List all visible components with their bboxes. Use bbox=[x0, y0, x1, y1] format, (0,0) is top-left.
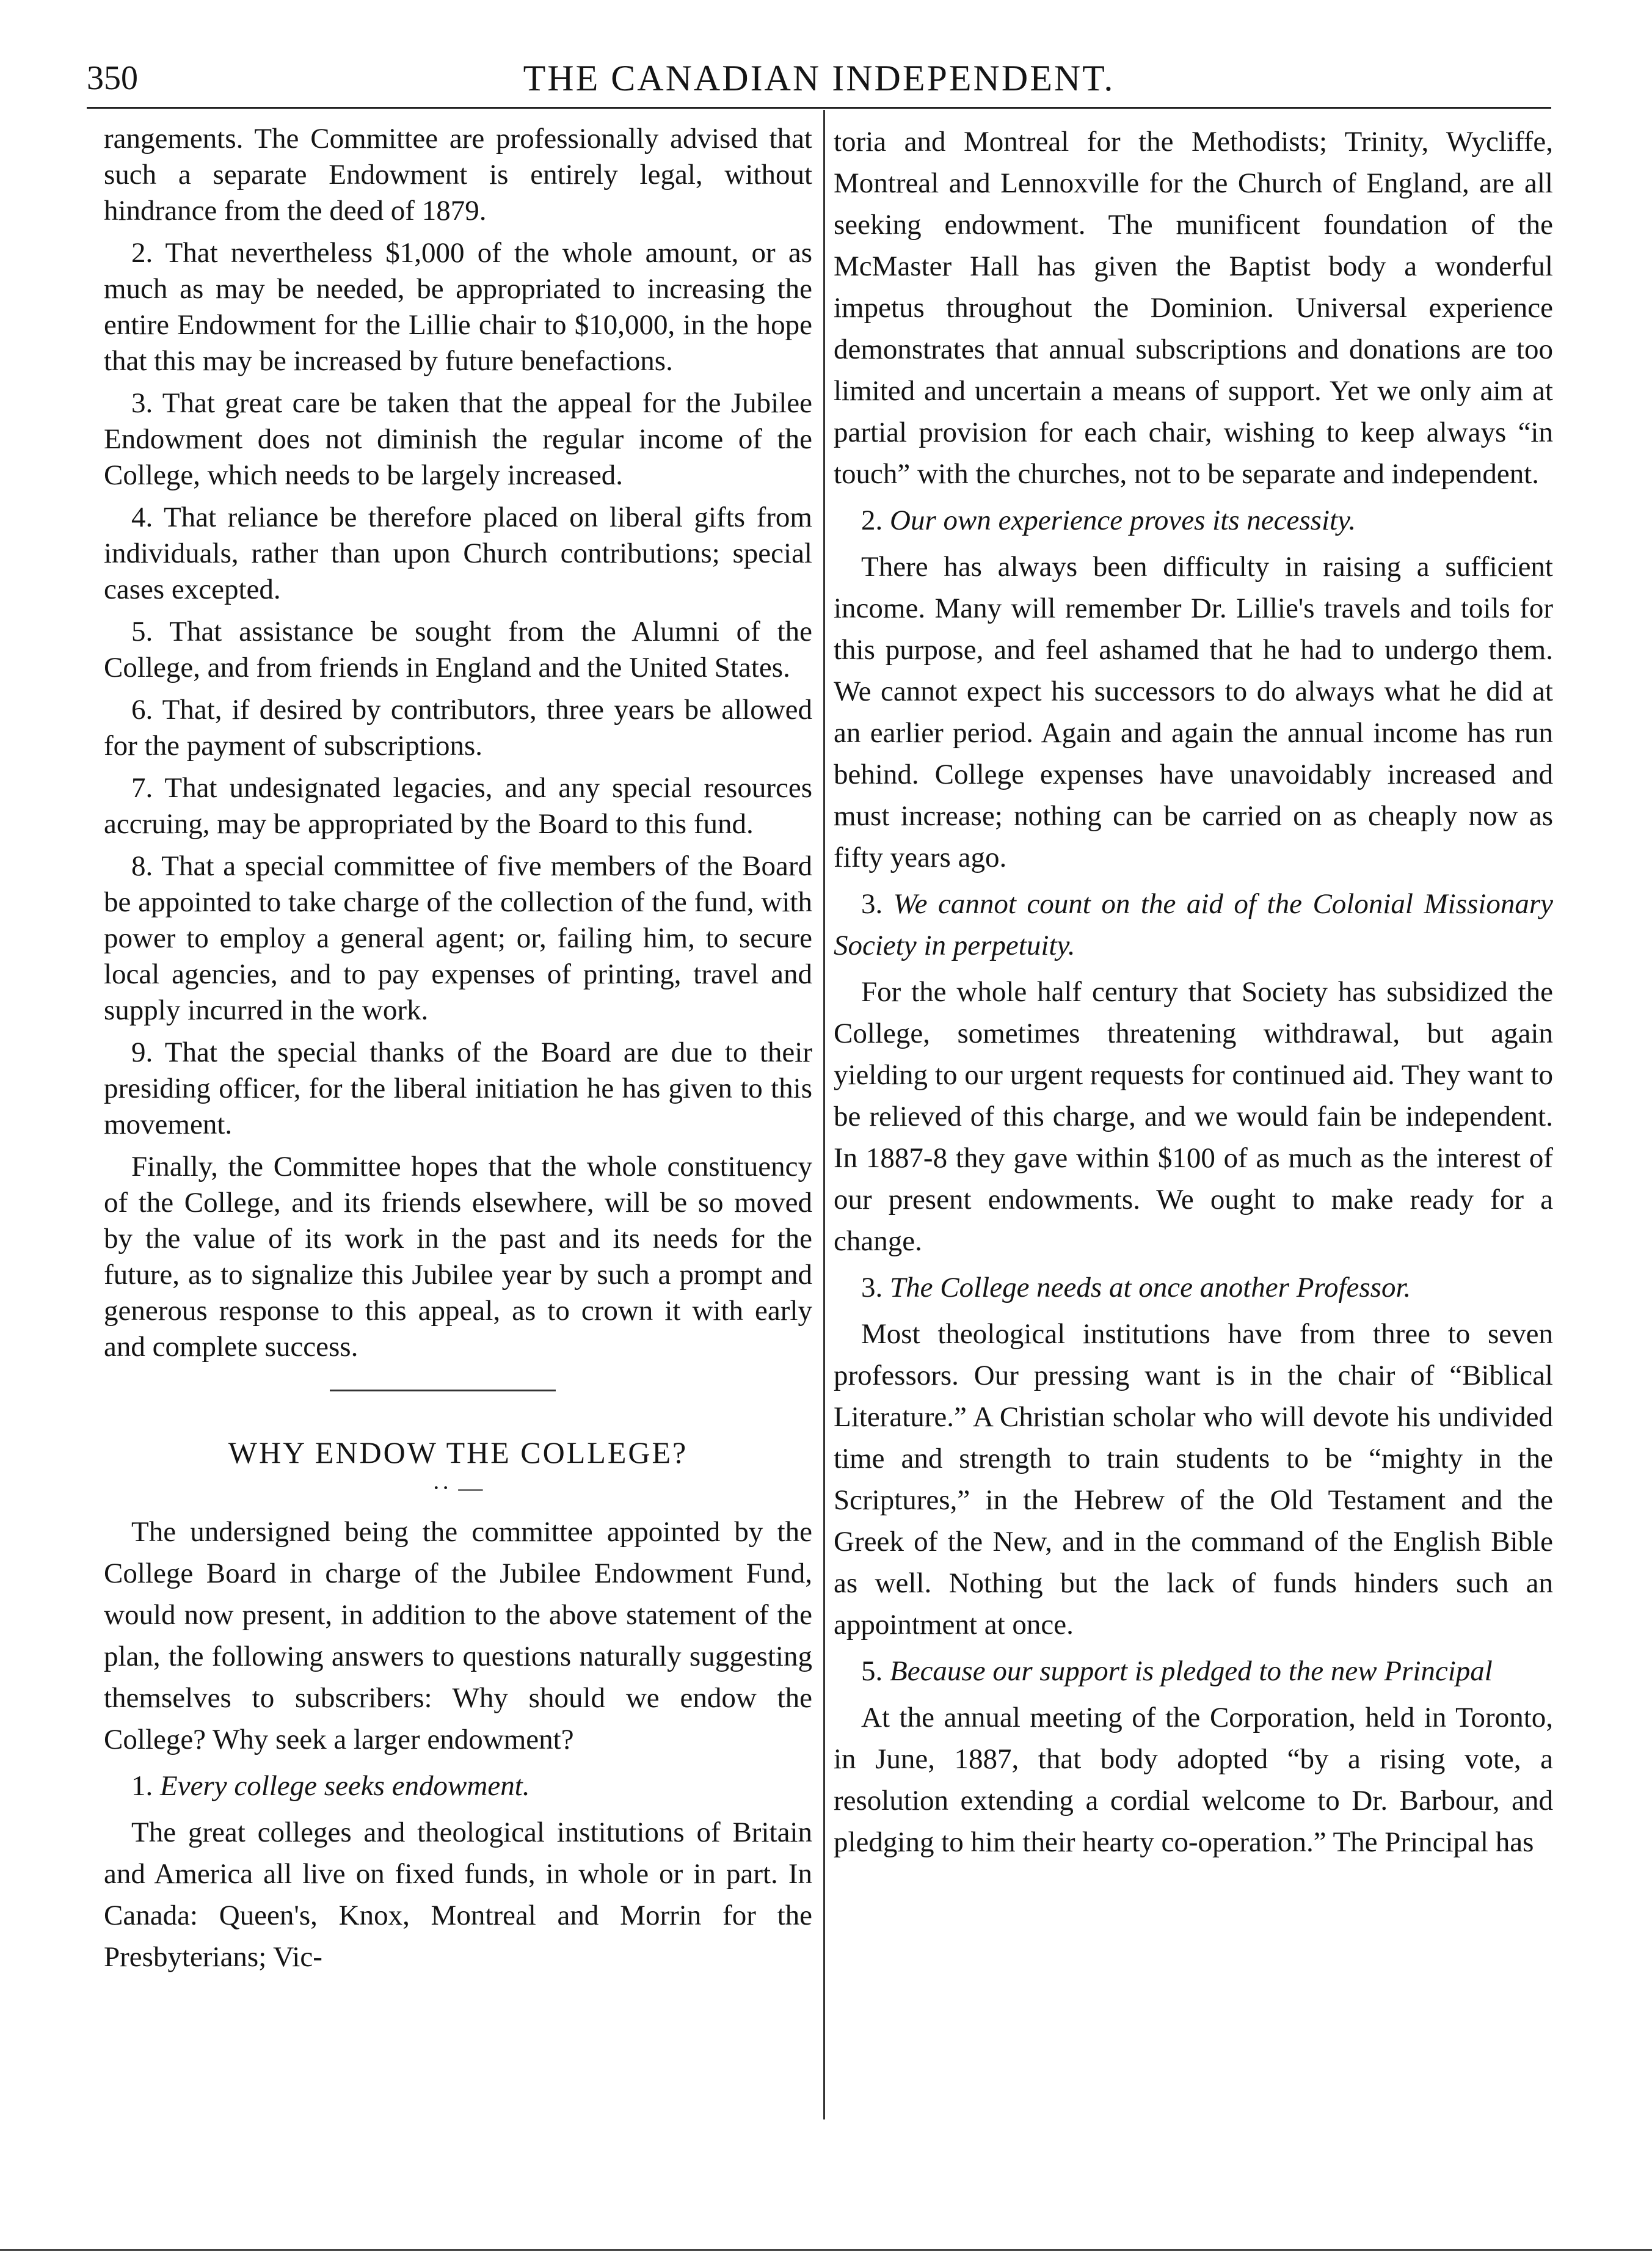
footer-rule bbox=[0, 2249, 1652, 2251]
numbered-heading bbox=[834, 1650, 1553, 1692]
paragraph: At the annual meeting of the Corporation, held in Toronto, in June, 1887, that body adopted “by a rising vote, a resolution extending a cordial welcome to Dr. Barbour, and pledging to him their hearty co-operation.” The Principal has bbox=[834, 1702, 1553, 1858]
heading-number: 2. bbox=[861, 505, 883, 536]
heading-text: The College needs at once another Professor. bbox=[890, 1272, 1411, 1303]
section-title: WHY ENDOW THE COLLEGE? bbox=[228, 1435, 688, 1470]
column-divider bbox=[823, 110, 825, 2119]
numbered-heading bbox=[834, 500, 1553, 541]
heading-number: 5. bbox=[861, 1655, 883, 1687]
paragraph: 5. That assistance be sought from the Alumni of the College, and from friends in England and the United States. bbox=[104, 616, 812, 683]
dash-ornament: ·· — bbox=[432, 1474, 484, 1501]
header-rule bbox=[87, 107, 1551, 109]
paragraph: The undersigned being the committee appointed by the College Board in charge of the Jubilee Endowment Fund, would now present, in addition to the above statement of the plan, the following answers to questions naturally suggesting themselves to subscribers: Why should we endow the College? Why seek a larger endowment? bbox=[104, 1516, 812, 1755]
page-header bbox=[87, 54, 1551, 103]
running-title: THE CANADIAN INDEPENDENT. bbox=[523, 58, 1115, 98]
paragraph: 2. That nevertheless $1,000 of the whole amount, or as much as may be needed, be appropriated to increasing the entire Endowment for the Lillie chair to $10,000, in the hope that this may be increased by future benefactions. bbox=[104, 237, 812, 377]
right-column bbox=[834, 121, 1553, 1868]
paragraph: 9. That the special thanks of the Board are due to their presiding officer, for the liberal initiation he has given to this movement. bbox=[104, 1037, 812, 1140]
page-number: 350 bbox=[87, 59, 138, 97]
paragraph: toria and Montreal for the Methodists; Trinity, Wycliffe, Montreal and Lennoxville for the Church of England, are all seeking endowment. The munificent foundation of the McMaster Hall has given the Baptist body a wonderful impetus throughout the Dominion. Universal experience demonstrates that annual subscriptions and donations are too limited and uncertain a means of support. Yet we only aim at partial provision for each chair, wishing to keep always “in touch” with the churches, not to be separate and independent. bbox=[834, 126, 1553, 490]
paragraph: The great colleges and theological institutions of Britain and America all live on fixed funds, in whole or in part. In Canada: Queen's, Knox, Montreal and Morrin for the Presbyterians; Vic- bbox=[104, 1817, 812, 1973]
heading-number: 3. bbox=[861, 1272, 883, 1303]
heading-number: 1. bbox=[131, 1770, 153, 1802]
heading-number: 3. bbox=[861, 888, 883, 920]
numbered-heading bbox=[104, 1765, 812, 1807]
paragraph: 7. That undesignated legacies, and any special resources accruing, may be appropriated by the Board to this fund. bbox=[104, 772, 812, 840]
paragraph: 4. That reliance be therefore placed on liberal gifts from individuals, rather than upon Church contributions; special cases excepted. bbox=[104, 501, 812, 605]
paragraph: 3. That great care be taken that the appeal for the Jubilee Endowment does not diminish the regular income of the College, which needs to be largely increased. bbox=[104, 387, 812, 491]
numbered-heading bbox=[834, 1267, 1553, 1308]
paragraph: rangements. The Committee are professionally advised that such a separate Endowment is entirely legal, without hindrance from the deed of 1879. bbox=[104, 123, 812, 227]
paragraph: There has always been difficulty in raising a sufficient income. Many will remember Dr. Lillie's travels and toils for this purpose, and feel ashamed that he had to undergo them. We cannot expect his successors to do always what he did at an earlier period. Again and again the annual income has run behind. College expenses have unavoidably increased and must increase; nothing can be carried on as cheaply now as fifty years ago. bbox=[834, 551, 1553, 873]
left-column bbox=[104, 121, 812, 1983]
heading-text: Because our support is pledged to the new Principal bbox=[890, 1655, 1493, 1687]
paragraph: Most theological institutions have from three to seven professors. Our pressing want is in the chair of “Biblical Literature.” A Christian scholar who will devote his undivided time and strength to train students to be “mighty in the Scriptures,” in the Hebrew of the Old Testament and the Greek of the New, and in the command of the English Bible as well. Nothing but the lack of funds hinders such an appointment at once. bbox=[834, 1318, 1553, 1641]
section-rule bbox=[330, 1390, 556, 1391]
paragraph: Finally, the Committee hopes that the whole constituency of the College, and its friends elsewhere, will be so moved by the value of its work in the past and its needs for the future, as to signalize this Jubilee year by such a prompt and generous response to this appeal, as to crown it with early and complete success. bbox=[104, 1151, 812, 1363]
paragraph: For the whole half century that Society has subsidized the College, sometimes threatening withdrawal, but again yielding to our urgent requests for continued aid. They want to be relieved of this charge, and we would fain be independent. In 1887-8 they gave within $100 of as much as the interest of our present endowments. We ought to make ready for a change. bbox=[834, 976, 1553, 1257]
numbered-heading bbox=[834, 883, 1553, 966]
heading-text: Our own experience proves its necessity. bbox=[890, 505, 1356, 536]
heading-text: Every college seeks endowment. bbox=[160, 1770, 530, 1802]
paragraph: 8. That a special committee of five members of the Board be appointed to take charge of the collection of the fund, with power to employ a general agent; or, failing him, to secure local agencies, and to pay expenses of printing, travel and supply incurred in the work. bbox=[104, 850, 812, 1026]
paragraph: 6. That, if desired by contributors, three years be allowed for the payment of subscriptions. bbox=[104, 694, 812, 762]
heading-text: We cannot count on the aid of the Colonial Missionary Society in perpetuity. bbox=[834, 888, 1554, 961]
